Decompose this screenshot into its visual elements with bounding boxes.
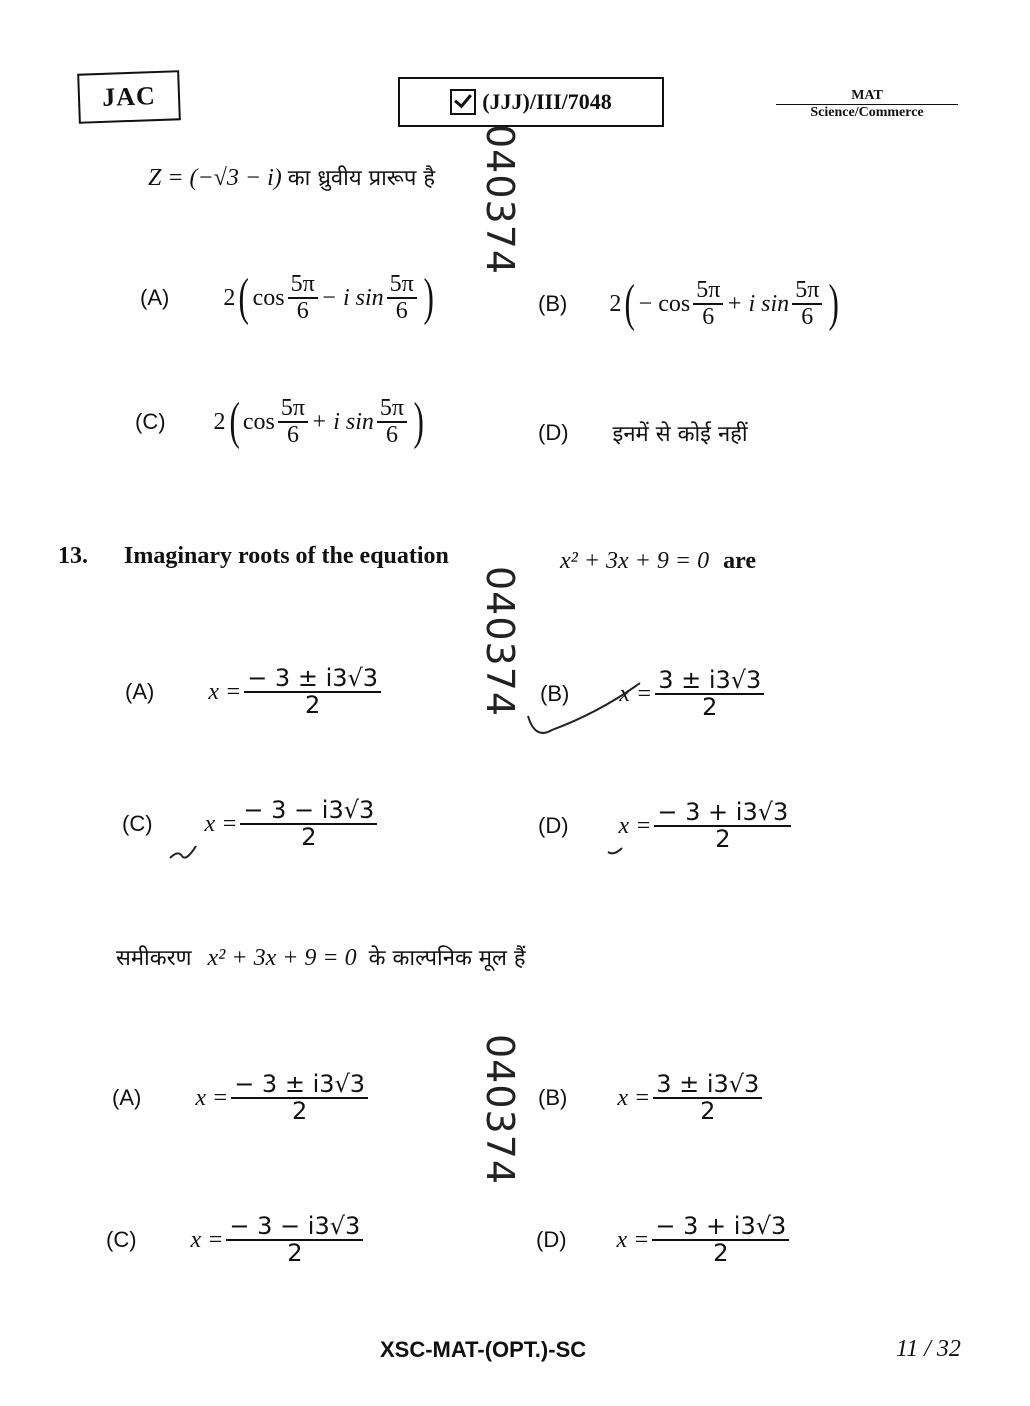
coefficient: 2 (223, 284, 236, 311)
lhs: x = (190, 1226, 224, 1253)
lhs: x = (618, 812, 652, 839)
q13-hindi-option-b (538, 1072, 765, 1124)
lhs: x = (617, 1084, 651, 1111)
option-label: (B) (540, 681, 570, 707)
trig-term: cos (252, 284, 285, 311)
option-label: (A) (125, 679, 155, 705)
lhs: x = (208, 678, 242, 705)
q12-option-a: (A) 2 ( cos $\frac{5\pi}{6}$ − i sin $\frac{5\pi}{6}$ ) (140, 269, 434, 327)
paper-code: (JJJ)/III/7048 (482, 89, 612, 114)
fraction: $\frac{5\pi}{6}$ (693, 278, 723, 330)
trig-term: − cos (638, 290, 691, 317)
fraction: $\frac{- 3 - i3√3}{2}$ (240, 798, 377, 850)
question-number: 13. (58, 543, 88, 569)
q13-hindi-option-a (112, 1072, 371, 1124)
fraction: $\frac{- 3 \pm i3√3}{2}$ (231, 1072, 368, 1124)
q12-option-c: (C) 2 ( cos $\frac{5\pi}{6}$ + i sin $\frac{5\pi}{6}$ ) (135, 393, 424, 451)
coefficient: 2 (609, 290, 622, 317)
q12-option-b: (B) 2 ( − cos $\frac{5\pi}{6}$ + i sin $\frac{5\pi}{6}$ ) (538, 275, 840, 333)
fraction: $\frac{5\pi}{6}$ (387, 272, 417, 324)
fraction: $\frac{5\pi}{6}$ (278, 396, 308, 448)
option-label: (D) (538, 813, 569, 839)
option-label: (D) (536, 1227, 567, 1253)
equation: x² + 3x + 9 = 0 (207, 945, 357, 971)
fraction: $\frac{- 3 - i3√3}{2}$ (226, 1214, 363, 1266)
q12-expression: Z = (−√3 − i) (148, 165, 282, 191)
lhs: x = (204, 810, 238, 837)
stamp-number: 040374 (478, 1034, 522, 1186)
fraction: $\frac{3 \pm i3√3}{2}$ (653, 1072, 762, 1124)
option-label: (B) (538, 1085, 568, 1111)
option-label: (B) (538, 291, 568, 317)
option-label: (A) (112, 1085, 142, 1111)
fraction: $\frac{- 3 + i3√3}{2}$ (654, 800, 791, 852)
fraction: $\frac{- 3 \pm i3√3}{2}$ (244, 666, 381, 718)
trig-term: cos (242, 408, 275, 435)
page-number: 11 / 32 (896, 1336, 961, 1362)
board-logo: JAC (77, 70, 181, 124)
question-text: Imaginary roots of the equation (124, 543, 449, 569)
trig-term: − i sin (320, 284, 384, 311)
option-text: इनमें से कोई नहीं (612, 422, 748, 447)
trig-term: + i sin (311, 408, 374, 435)
q13-hindi-option-c (106, 1214, 366, 1266)
option-label: (C) (122, 811, 153, 837)
fraction: $\frac{- 3 + i3√3}{2}$ (652, 1214, 789, 1266)
q13-hindi-option-d (536, 1214, 792, 1266)
q12-hindi-text: का ध्रुवीय प्रारूप है (287, 166, 436, 191)
q13-hindi-stem (116, 942, 526, 972)
stamp-number: 040374 (478, 124, 522, 276)
pen-tick-c (170, 846, 196, 858)
footer-code: XSC-MAT-(OPT.)-SC (380, 1337, 587, 1362)
fraction: $\frac{3 \pm i3√3}{2}$ (655, 668, 764, 720)
lhs: x = (619, 680, 653, 707)
subject-top: MAT (776, 88, 958, 105)
fraction: $\frac{5\pi}{6}$ (792, 278, 822, 330)
fraction: $\frac{5\pi}{6}$ (288, 272, 318, 324)
stamp-number: 040374 (478, 566, 522, 718)
coefficient: 2 (213, 408, 226, 435)
hindi-text: के काल्पनिक मूल हैं (368, 946, 526, 971)
option-label: (C) (106, 1227, 137, 1253)
subject-bottom: Science/Commerce (810, 105, 924, 120)
trig-term: + i sin (726, 290, 790, 317)
option-label: (C) (135, 409, 166, 435)
fraction: $\frac{5\pi}{6}$ (377, 396, 407, 448)
pen-checkmark (528, 683, 640, 733)
lhs: x = (195, 1084, 229, 1111)
option-label: (A) (140, 285, 170, 311)
pen-tick-d (608, 848, 622, 853)
equation: x² + 3x + 9 = 0 (560, 548, 710, 574)
option-label: (D) (538, 420, 569, 445)
lhs: x = (616, 1226, 650, 1253)
question-text: are (723, 548, 756, 574)
hindi-text: समीकरण (116, 946, 192, 971)
